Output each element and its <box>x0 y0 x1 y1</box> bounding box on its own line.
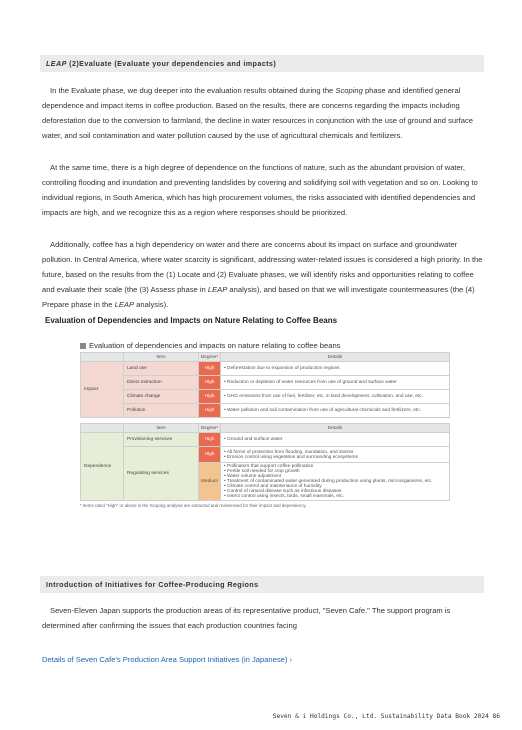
dependence-category: Dependence <box>81 433 124 501</box>
impact-header-row <box>81 353 450 362</box>
para3-text-c: analysis). <box>134 300 169 309</box>
table-title <box>80 340 450 352</box>
degree-cell: High <box>199 404 221 418</box>
details-cell: • Deforestation due to expansion of production regions <box>221 362 450 376</box>
para3-text-italic-b: LEAP <box>114 300 135 309</box>
item-cell: Pollution <box>124 404 199 418</box>
details-cell <box>221 463 450 501</box>
details-cell: • Water pollution and soil contamination from use of agricultural chemicals and fertilizers, etc. <box>221 404 450 418</box>
paragraph-evaluate-phase <box>42 83 483 143</box>
para1-text-a: In the Evaluate phase, we dug deeper into the evaluation results obtained during the <box>50 86 336 95</box>
table-row <box>81 447 450 463</box>
item-cell: Provisioning services <box>124 433 199 447</box>
table-footnote: * Items rated "High" or above in the Scoping analysis are extracted and reassessed for their impact and dependency. <box>80 503 307 508</box>
para3-text-a: Additionally, coffee has a high dependency on water and there are concerns about its impact on surface and groundwater pollution. In Central America, where water scarcity is significant, addressing water-related issues is considered a high priority. In the future, based on the results from the (1) Locate and (2) Evaluate phases, we will identify risks and opportunities relating to coffee and evaluate their scale (the (3) Assess phase in <box>42 240 483 294</box>
detail-line: • Erosion control using vegetation and surrounding ecosystems <box>224 454 358 460</box>
para3-text-b: analysis), and based on that we will investigate countermeasures (the (4) Prepare phase in the <box>42 285 475 309</box>
degree-cell: High <box>199 376 221 390</box>
degree-cell: High <box>199 390 221 404</box>
detail-line: • Insect control using insects, birds, small mammals, etc. <box>224 494 345 499</box>
degree-cell: High <box>199 362 221 376</box>
header-item: Item <box>124 424 199 433</box>
table-row <box>81 390 450 404</box>
evaluation-subtitle: Evaluation of Dependencies and Impacts on Nature Relating to Coffee Beans <box>45 316 338 325</box>
detail-line: • Control of natural disease such as infectious diseases <box>224 489 342 494</box>
item-cell: Regulating services <box>124 447 199 501</box>
para1-text-b: phase and identified general dependence and impact items in coffee production. Based on the results, there are concerns regarding the impacts including deforestation due to the conversion to farmland, the decline in water resources in conjunction with the use of ground and surface water, and soil contamination and water pollution caused by the use of agricultural chemicals and fertilizers. <box>42 86 473 140</box>
dependence-header-row <box>81 424 450 433</box>
detail-line: • Climate control and maintenance of humidity <box>224 484 322 489</box>
paragraph-seven-cafe: Seven-Eleven Japan supports the production areas of its representative product, "Seven Cafe." The support program is determined after confirming the issues that each production countries facing <box>42 606 451 630</box>
item-cell: Climate change <box>124 390 199 404</box>
table-row <box>81 362 450 376</box>
degree-cell: Medium <box>199 463 221 501</box>
details-cell: • Reduction or depletion of water resources from use of ground and surface water <box>221 376 450 390</box>
paragraph-dependence: At the same time, there is a high degree of dependence on the functions of nature, such as the abundant provision of water, controlling flooding and inundation and preventing landslides by covering and solidifying soil with vegetation and so on. Looking to individual regions, in South America, which has high procurement volumes, the risks associated with identified dependencies and impacts are high, and we recognize this as a region where responses should be prioritized. <box>42 163 478 217</box>
page-footer: Seven & i Holdings Co., Ltd. Sustainability Data Book 2024 86 <box>272 713 500 720</box>
header-degree: Degree* <box>199 353 221 362</box>
table-row <box>81 433 450 447</box>
table-row <box>81 404 450 418</box>
para1-text-italic: Scoping <box>335 86 363 95</box>
details-cell <box>221 447 450 463</box>
section-header-text: (2)Evaluate (Evaluate your dependencies and impacts) <box>66 59 277 68</box>
section-header-leap-evaluate <box>40 55 484 72</box>
degree-cell: High <box>199 433 221 447</box>
item-cell: Land use <box>124 362 199 376</box>
detail-line: • Treatment of contaminated water generated during production using plants, microorganisms, etc. <box>224 479 433 484</box>
table-title-text: Evaluation of dependencies and impacts on nature relating to coffee beans <box>89 341 341 350</box>
degree-cell: High <box>199 447 221 463</box>
evaluation-table <box>80 352 450 501</box>
paragraph-water <box>42 237 483 312</box>
header-blank <box>81 424 124 433</box>
details-cell: • Ground and surface water <box>221 433 450 447</box>
item-cell: Direct extraction <box>124 376 199 390</box>
detail-line: • Pollinators that support coffee pollination <box>224 464 314 469</box>
square-bullet-icon <box>80 343 86 349</box>
section-header-initiatives: Introduction of Initiatives for Coffee-Producing Regions <box>40 576 484 593</box>
section-header-italic: LEAP <box>46 59 67 68</box>
table-row <box>81 376 450 390</box>
impact-category: Impact <box>81 362 124 418</box>
header-details: Details <box>221 424 450 433</box>
header-details: Details <box>221 353 450 362</box>
detail-line: • Water volume adjustment <box>224 474 282 479</box>
header-degree: Degree* <box>199 424 221 433</box>
para3-text-italic-a: LEAP <box>207 285 228 294</box>
header-item: Item <box>124 353 199 362</box>
evaluation-table-block <box>80 340 450 508</box>
detail-line: • All forms of protection from flooding, inundation, and storms <box>224 449 354 455</box>
details-cell: • GHG emissions from use of fuel, fertilizer, etc. in land development, cultivation, and use, etc. <box>221 390 450 404</box>
header-blank <box>81 353 124 362</box>
seven-cafe-support-link[interactable]: Details of Seven Cafe's Production Area Support Initiatives (in Japanese) › <box>42 655 293 664</box>
detail-line: • Fertile soil needed for crop growth <box>224 469 300 474</box>
